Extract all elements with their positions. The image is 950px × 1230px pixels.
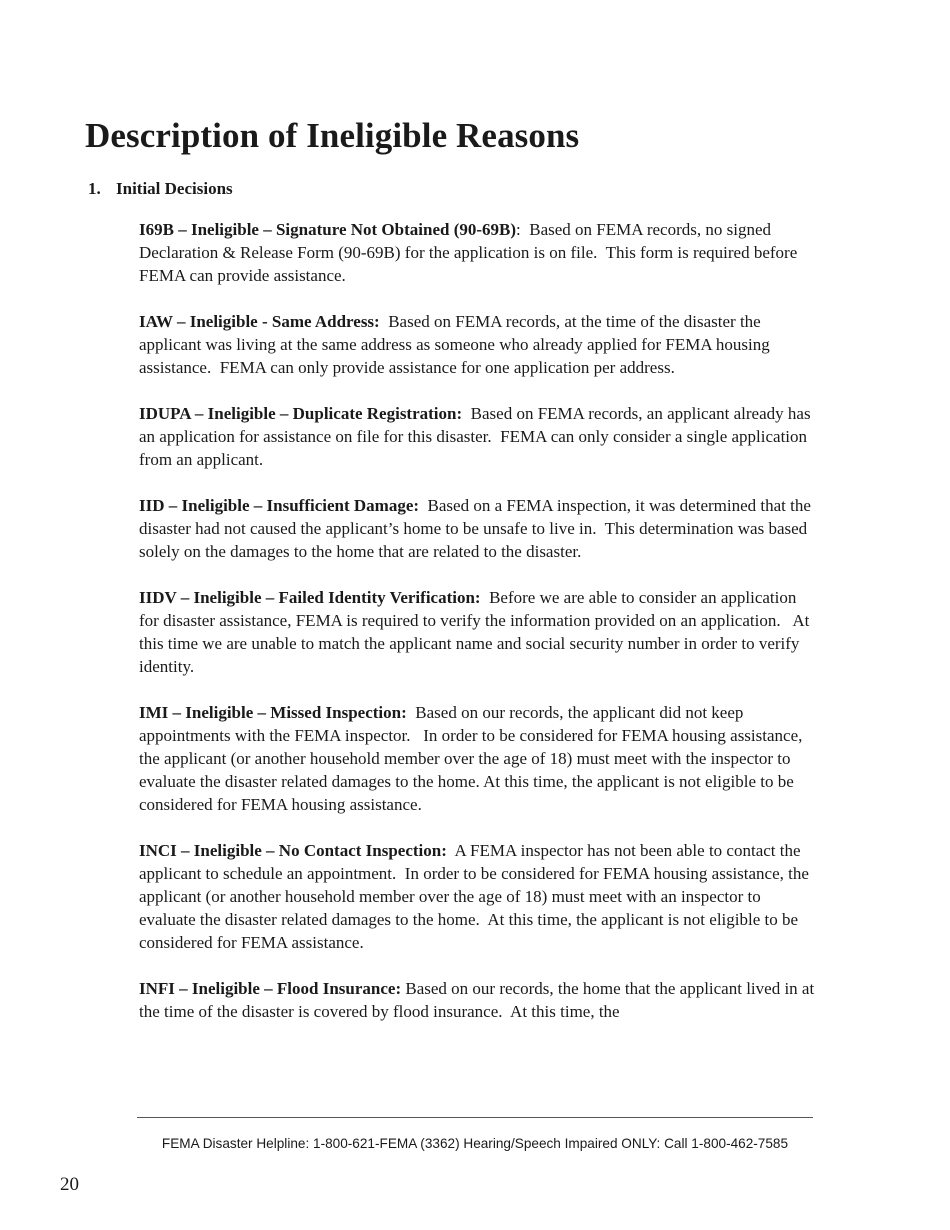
entry-iid — [139, 494, 819, 563]
entry-infi — [139, 977, 819, 1023]
ineligible-reasons-list — [139, 218, 819, 1046]
entry-idupa — [139, 402, 819, 471]
entry-description: Based on a FEMA inspection, it was determined that the disaster had not caused the applicant’s home to be unsafe to live in. This determination was based solely on the damages to the home that are related to the disaster. — [139, 496, 816, 561]
entry-description: Based on FEMA records, an applicant already has an application for assistance on file for this disaster. FEMA can only consider a single application from an applicant. — [139, 404, 815, 469]
entry-iaw — [139, 310, 819, 379]
entry-description: Based on our records, the home that the applicant lived in at the time of the disaster is covered by flood insurance. At this time, the — [139, 979, 819, 1021]
footer-divider — [137, 1117, 813, 1118]
section-heading-label: Initial Decisions — [116, 179, 233, 198]
page-title: Description of Ineligible Reasons — [85, 116, 580, 155]
section-number: 1. — [88, 179, 101, 198]
entry-code: INCI – Ineligible – No Contact Inspection: — [139, 841, 447, 860]
entry-imi — [139, 701, 819, 816]
entry-code: I69B – Ineligible – Signature Not Obtained (90-69B) — [139, 220, 517, 239]
page-number: 20 — [60, 1174, 79, 1195]
entry-code: IDUPA – Ineligible – Duplicate Registration: — [139, 404, 463, 423]
entry-code: IIDV – Ineligible – Failed Identity Verification: — [139, 588, 481, 607]
footer-helpline: FEMA Disaster Helpline: 1-800-621-FEMA (3362) Hearing/Speech Impaired ONLY: Call 1-800-462-7585 — [161, 1136, 789, 1151]
entry-iidv — [139, 586, 819, 678]
entry-code: IMI – Ineligible – Missed Inspection: — [139, 703, 407, 722]
entry-code: INFI – Ineligible – Flood Insurance: — [139, 979, 402, 998]
entry-i69b — [139, 218, 819, 287]
entry-description: Before we are able to consider an application for disaster assistance, FEMA is required to verify the information provided on an application. At this time we are unable to match the applicant name and social security number in order to verify identity. — [139, 588, 814, 676]
entry-code: IID – Ineligible – Insufficient Damage: — [139, 496, 420, 515]
entry-description: Based on FEMA records, no signed Declaration & Release Form (90-69B) for the application is on file. This form is required before FEMA can provide assistance. — [139, 220, 802, 285]
entry-separator: : — [516, 220, 521, 239]
entry-description: A FEMA inspector has not been able to contact the applicant to schedule an appointment. In order to be considered for FEMA housing assistance, the applicant (or another household member over the age of 18) must meet with an inspector to evaluate the disaster related damages to the home. At this time, the applicant is not eligible to be considered for FEMA assistance. — [139, 841, 814, 952]
entry-inci — [139, 839, 819, 954]
section-heading — [88, 178, 233, 200]
entry-description: Based on our records, the applicant did not keep appointments with the FEMA inspector. In order to be considered for FEMA housing assistance, the applicant (or another household member over the age of 18) must meet with the inspector to evaluate the disaster related damages to the home. At this time, the applicant is not eligible to be considered for FEMA housing assistance. — [139, 703, 807, 814]
entry-description: Based on FEMA records, at the time of the disaster the applicant was living at the same address as someone who already applied for FEMA housing assistance. FEMA can only provide assistance for one application per address. — [139, 312, 774, 377]
entry-code: IAW – Ineligible - Same Address: — [139, 312, 380, 331]
